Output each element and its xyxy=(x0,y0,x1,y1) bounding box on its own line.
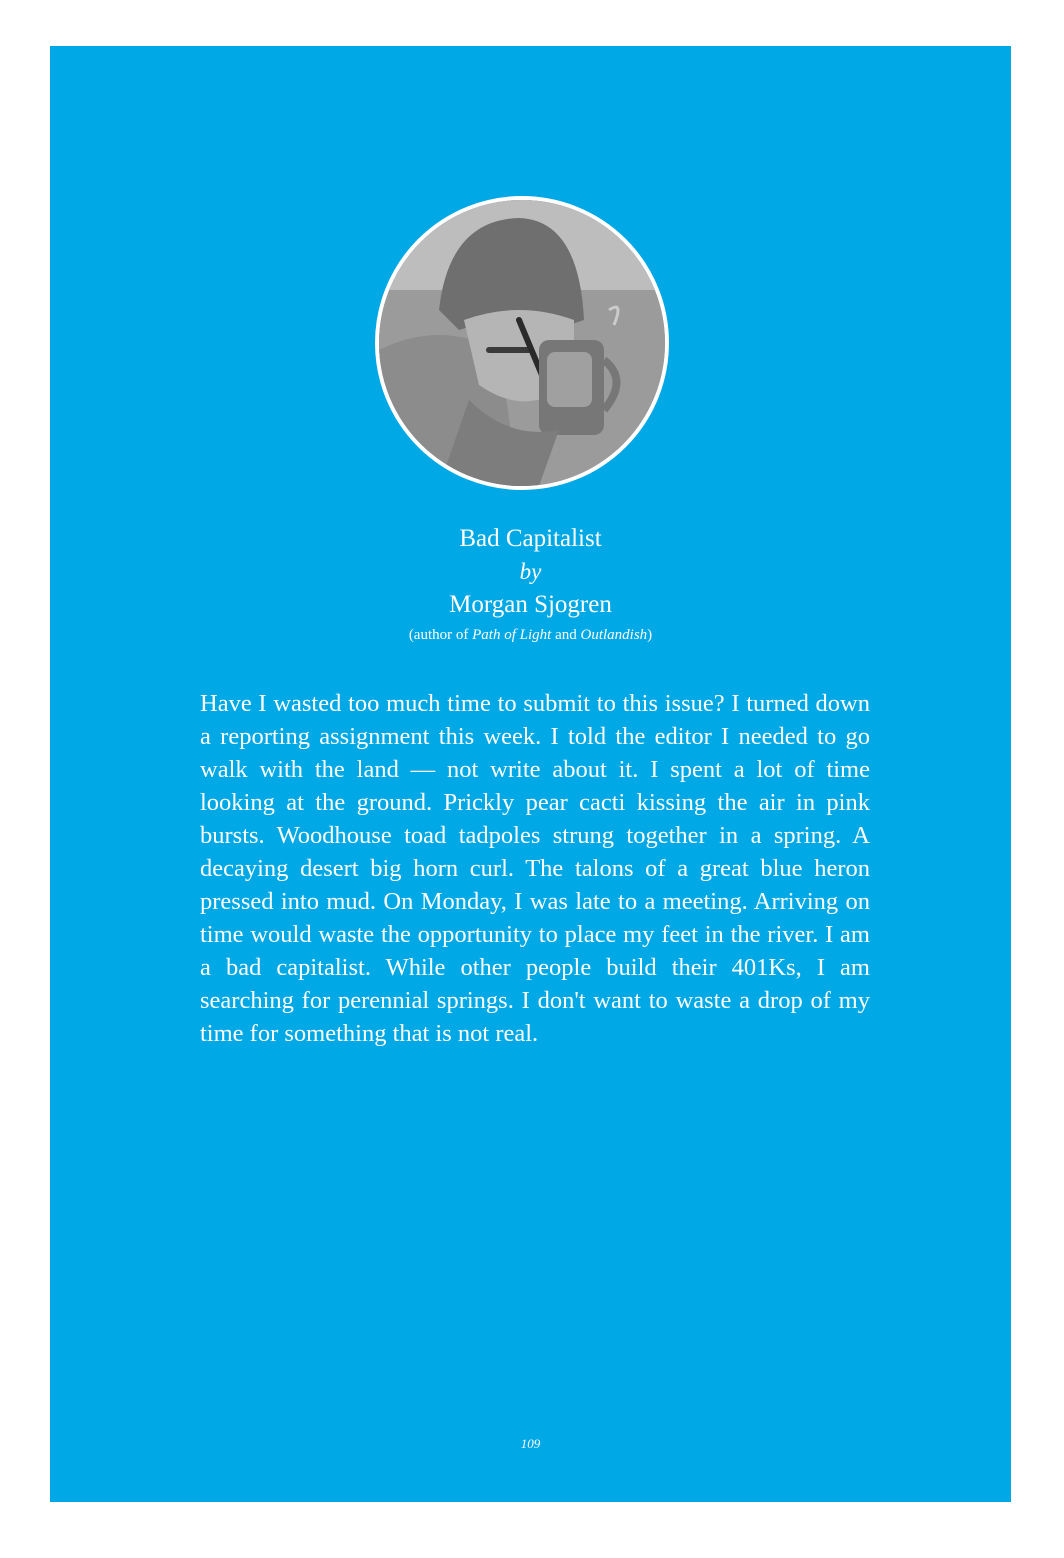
credits-prefix: (author of xyxy=(408,627,473,643)
article-body: Have I wasted too much time to submit to this issue? I turned down a reporting assignment this week. I told the editor I needed to go walk with the land — not write about it. I spent a lot of time looking at the ground. Prickly pear cacti kissing the air in pink bursts. Woodhouse toad tadpoles strung together in a spring. A decaying desert big horn curl. The talons of a great blue heron pressed into mud. On Monday, I was late to a meeting. Arriving on time would waste the opportunity to place my feet in the river. I am a bad capitalist. While other people build their 401Ks, I am searching for perennial springs. I don't want to waste a drop of my time for something that is not real. xyxy=(200,690,870,1047)
credits-suffix: ) xyxy=(647,627,653,643)
author-credits xyxy=(50,623,1011,647)
book-title-2: Outlandish xyxy=(580,627,648,643)
page-number: 109 xyxy=(520,1436,541,1451)
credits-and: and xyxy=(551,627,581,643)
page xyxy=(50,46,1011,1502)
article-header xyxy=(50,522,1011,647)
article-title: Bad Capitalist xyxy=(459,525,602,552)
author-name: Morgan Sjogren xyxy=(449,591,612,618)
author-portrait xyxy=(375,196,669,490)
book-title-1: Path of Light xyxy=(472,627,552,643)
byline-by: by xyxy=(519,559,542,584)
